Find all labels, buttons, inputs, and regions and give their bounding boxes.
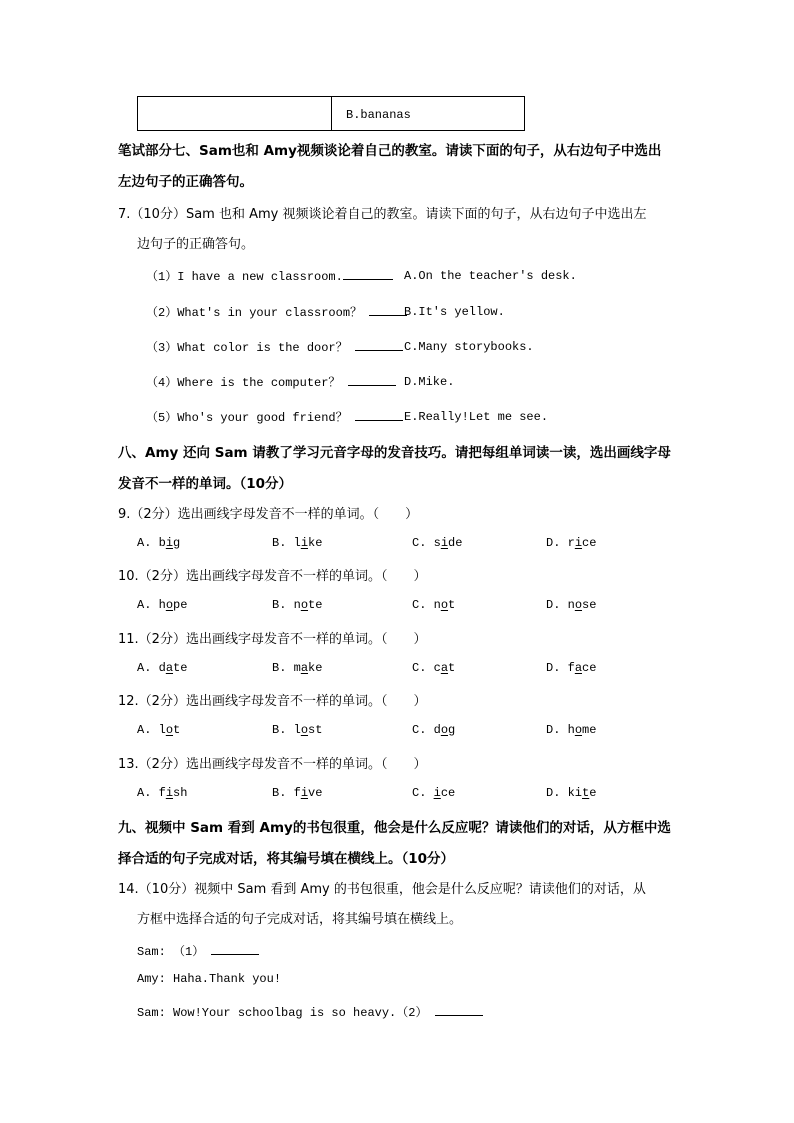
table-cell-right: B.bananas <box>346 108 411 122</box>
q13-option-a[interactable]: A. fish <box>137 786 188 800</box>
section8-heading-line2: 发音不一样的单词。（10分） <box>118 476 293 492</box>
match-right-a: A.On the teacher's desk. <box>404 269 577 283</box>
q13-option-b[interactable]: B. five <box>272 786 323 800</box>
q10-option-a[interactable]: A. hope <box>137 598 188 612</box>
q12-option-c[interactable]: C. dog <box>412 723 456 737</box>
q9-option-b[interactable]: B. like <box>272 536 323 550</box>
question-7-line1: 7.（10分）Sam 也和 Amy 视频谈论着自己的教室。请读下面的句子，从右边句子中选出左 <box>118 207 647 222</box>
answer-blank[interactable] <box>211 942 259 955</box>
q11-option-d[interactable]: D. face <box>546 661 597 675</box>
answer-blank[interactable] <box>369 303 407 316</box>
question-13-stem: 13.（2分）选出画线字母发音不一样的单词。（ ） <box>118 757 427 772</box>
answer-blank[interactable] <box>355 408 403 421</box>
question-11-stem: 11.（2分）选出画线字母发音不一样的单词。（ ） <box>118 632 427 647</box>
q13-option-c[interactable]: C. ice <box>412 786 456 800</box>
q11-option-a[interactable]: A. date <box>137 661 188 675</box>
match-left-1: （1）I have a new classroom. <box>146 267 393 284</box>
section7-heading-line2: 左边句子的正确答句。 <box>118 174 253 190</box>
match-right-e: E.Really!Let me see. <box>404 410 549 424</box>
question-7-line2: 边句子的正确答句。 <box>137 237 255 252</box>
dialogue-line-1: Sam: （1） <box>137 942 259 959</box>
answer-table-fragment <box>137 96 525 131</box>
section9-heading-line2: 择合适的句子完成对话，将其编号填在横线上。（10分） <box>118 851 455 867</box>
question-12-stem: 12.（2分）选出画线字母发音不一样的单词。（ ） <box>118 694 427 709</box>
match-left-2: （2）What's in your classroom？ <box>146 303 407 320</box>
answer-blank[interactable] <box>355 338 403 351</box>
match-right-b: B.It's yellow. <box>404 305 505 319</box>
q11-option-b[interactable]: B. make <box>272 661 323 675</box>
dialogue-line-3: Sam: Wow!Your schoolbag is so heavy.（2） <box>137 1003 483 1020</box>
match-left-5: （5）Who's your good friend？ <box>146 408 403 425</box>
answer-blank[interactable] <box>343 267 393 280</box>
match-right-d: D.Mike. <box>404 375 455 389</box>
question-9-stem: 9.（2分）选出画线字母发音不一样的单词。（ ） <box>118 507 419 522</box>
section9-heading-line1: 九、视频中 Sam 看到 Amy的书包很重，他会是什么反应呢？请读他们的对话，从方框中选 <box>118 820 671 836</box>
q12-option-a[interactable]: A. lot <box>137 723 181 737</box>
q9-option-c[interactable]: C. side <box>412 536 463 550</box>
match-left-4: （4）Where is the computer？ <box>146 373 396 390</box>
q11-option-c[interactable]: C. cat <box>412 661 456 675</box>
q9-option-a[interactable]: A. big <box>137 536 181 550</box>
q10-option-b[interactable]: B. note <box>272 598 323 612</box>
dialogue-line-2: Amy: Haha.Thank you! <box>137 972 282 986</box>
q10-option-c[interactable]: C. not <box>412 598 456 612</box>
question-14-line2: 方框中选择合适的句子完成对话，将其编号填在横线上。 <box>137 912 463 927</box>
section8-heading-line1: 八、Amy 还向 Sam 请教了学习元音字母的发音技巧。请把每组单词读一读，选出画线字母 <box>118 445 671 461</box>
match-left-3: （3）What color is the door？ <box>146 338 403 355</box>
q9-option-d[interactable]: D. rice <box>546 536 597 550</box>
section7-heading-line1: 笔试部分七、Sam也和 Amy视频谈论着自己的教室。请读下面的句子，从右边句子中选出 <box>118 143 662 159</box>
table-cell-left <box>138 97 332 130</box>
answer-blank[interactable] <box>348 373 396 386</box>
q12-option-b[interactable]: B. lost <box>272 723 323 737</box>
q10-option-d[interactable]: D. nose <box>546 598 597 612</box>
question-10-stem: 10.（2分）选出画线字母发音不一样的单词。（ ） <box>118 569 427 584</box>
match-right-c: C.Many storybooks. <box>404 340 534 354</box>
q12-option-d[interactable]: D. home <box>546 723 597 737</box>
question-14-line1: 14.（10分）视频中 Sam 看到 Amy 的书包很重，他会是什么反应呢？请读他们的对话，从 <box>118 882 646 897</box>
q13-option-d[interactable]: D. kite <box>546 786 597 800</box>
answer-blank[interactable] <box>435 1003 483 1016</box>
